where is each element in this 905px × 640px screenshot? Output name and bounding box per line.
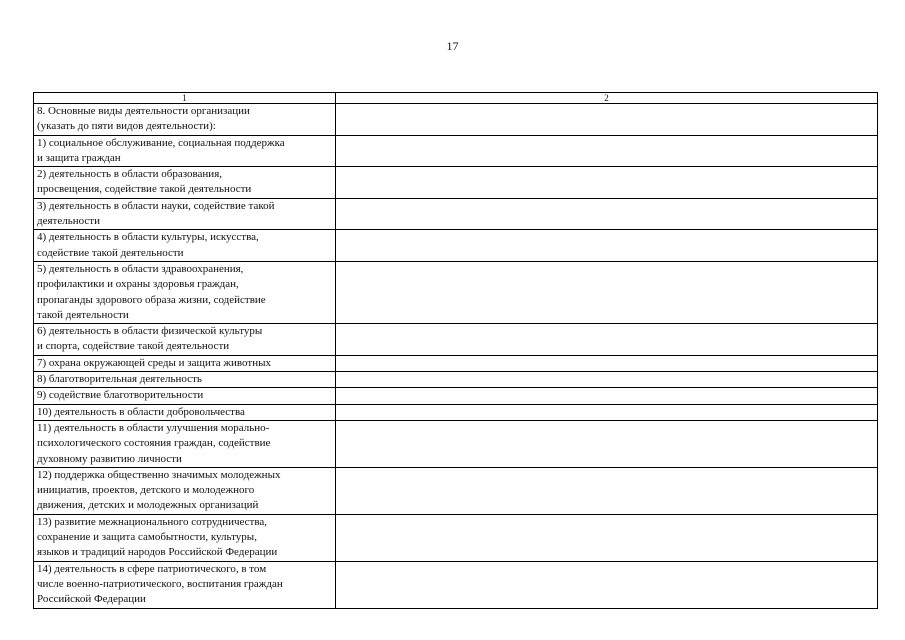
activities-table [33, 92, 878, 609]
activity-value-cell[interactable] [336, 388, 878, 404]
table-row [34, 355, 878, 371]
table-row [34, 198, 878, 230]
activity-label-cell: 13) развитие межнационального сотрудничества, сохранение и защита самобытности, культуры, языков и традиций народов Российской Федерации [34, 514, 336, 561]
table-row [34, 467, 878, 514]
table-row [34, 514, 878, 561]
activity-label-cell: 8. Основные виды деятельности организации (указать до пяти видов деятельности): [34, 104, 336, 136]
column-header-2: 2 [336, 93, 878, 104]
activity-value-cell[interactable] [336, 561, 878, 608]
activity-label-cell: 8) благотворительная деятельность [34, 372, 336, 388]
activity-label-cell: 5) деятельность в области здравоохранения, профилактики и охраны здоровья граждан, пропаганды здорового образа жизни, содействие такой деятельности [34, 261, 336, 323]
activity-label-cell: 14) деятельность в сфере патриотического, в том числе военно-патриотического, воспитания граждан Российской Федерации [34, 561, 336, 608]
activity-label-cell: 9) содействие благотворительности [34, 388, 336, 404]
activity-value-cell[interactable] [336, 404, 878, 420]
table-row [34, 324, 878, 356]
activity-value-cell[interactable] [336, 104, 878, 136]
activity-label-cell: 11) деятельность в области улучшения морально- психологического состояния граждан, содействие духовному развитию личности [34, 420, 336, 467]
activity-label-cell: 4) деятельность в области культуры, искусства, содействие такой деятельности [34, 230, 336, 262]
activity-value-cell[interactable] [336, 372, 878, 388]
table-row [34, 261, 878, 323]
activity-label-cell: 10) деятельность в области добровольчества [34, 404, 336, 420]
activity-value-cell[interactable] [336, 135, 878, 167]
activity-value-cell[interactable] [336, 261, 878, 323]
table-row [34, 167, 878, 199]
table-row [34, 372, 878, 388]
activity-value-cell[interactable] [336, 355, 878, 371]
activity-value-cell[interactable] [336, 467, 878, 514]
table-row [34, 561, 878, 608]
column-number-row [34, 93, 878, 104]
activity-label-cell: 2) деятельность в области образования, просвещения, содействие такой деятельности [34, 167, 336, 199]
activity-value-cell[interactable] [336, 514, 878, 561]
page-number: 17 [446, 39, 459, 53]
activity-value-cell[interactable] [336, 167, 878, 199]
activity-value-cell[interactable] [336, 230, 878, 262]
table-row [34, 420, 878, 467]
table-row [34, 230, 878, 262]
activity-label-cell: 1) социальное обслуживание, социальная поддержка и защита граждан [34, 135, 336, 167]
table-row [34, 388, 878, 404]
table-row [34, 404, 878, 420]
column-header-1: 1 [34, 93, 336, 104]
table-row [34, 135, 878, 167]
activity-value-cell[interactable] [336, 324, 878, 356]
activity-value-cell[interactable] [336, 420, 878, 467]
activity-label-cell: 12) поддержка общественно значимых молодежных инициатив, проектов, детского и молодежного движения, детских и молодежных организаций [34, 467, 336, 514]
activity-label-cell: 3) деятельность в области науки, содействие такой деятельности [34, 198, 336, 230]
table-row [34, 104, 878, 136]
activity-label-cell: 7) охрана окружающей среды и защита животных [34, 355, 336, 371]
activity-value-cell[interactable] [336, 198, 878, 230]
table-body [34, 104, 878, 609]
activity-label-cell: 6) деятельность в области физической культуры и спорта, содействие такой деятельности [34, 324, 336, 356]
